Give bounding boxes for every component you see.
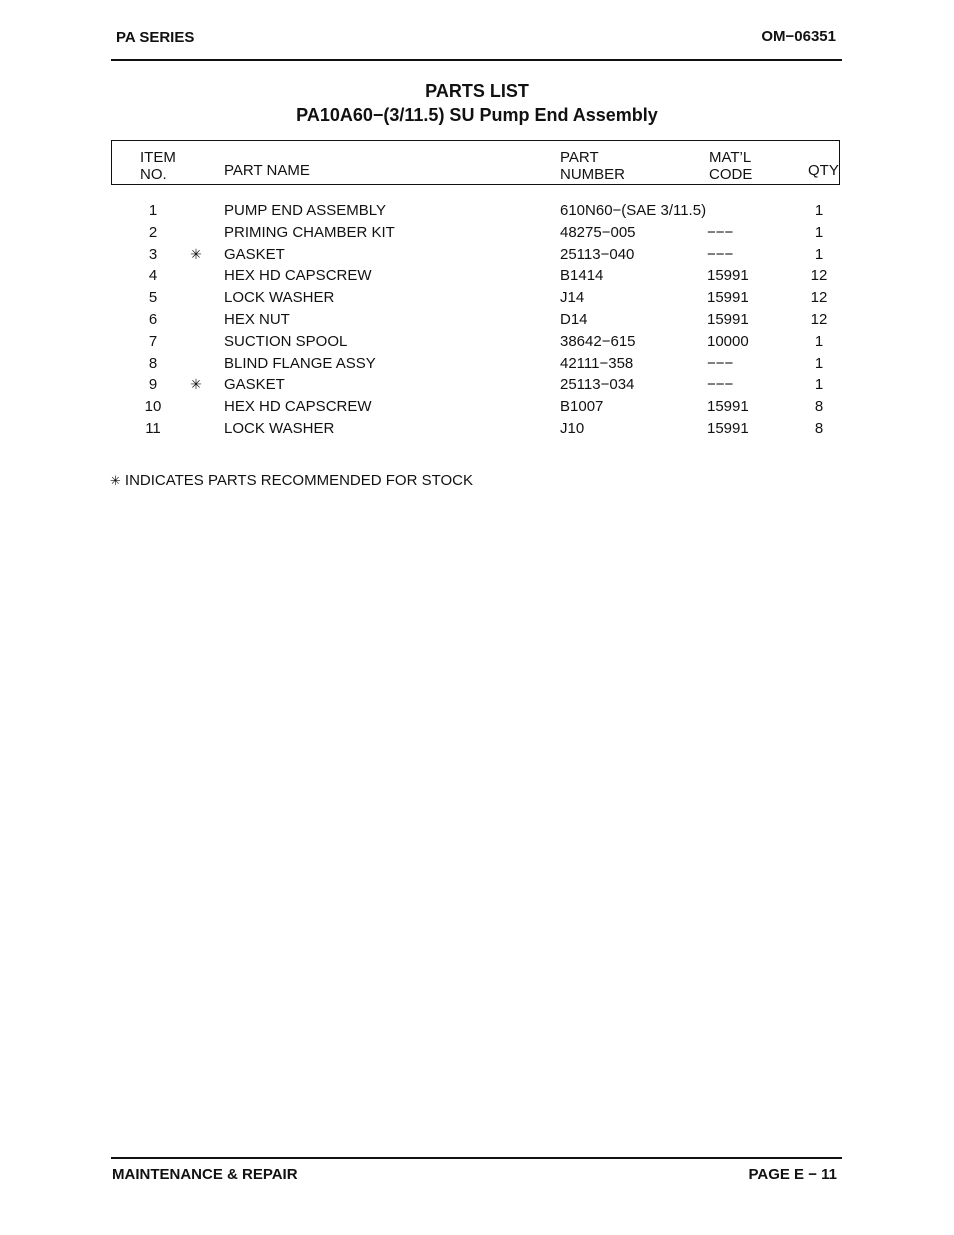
material-code: −−− xyxy=(707,245,734,263)
item-number: 6 xyxy=(148,311,158,328)
series-label: PA SERIES xyxy=(116,29,195,46)
part-name: HEX NUT xyxy=(224,311,290,328)
item-number: 8 xyxy=(148,354,158,372)
part-number: J14 xyxy=(560,289,585,307)
part-number: B1414 xyxy=(560,267,604,285)
quantity: 12 xyxy=(810,267,828,285)
item-number: 5 xyxy=(148,289,158,307)
material-code: 15991 xyxy=(707,398,749,416)
item-number: 4 xyxy=(148,267,158,285)
quantity: 8 xyxy=(814,420,824,437)
part-name: HEX HD CAPSCREW xyxy=(224,398,372,416)
material-code: −−− xyxy=(707,223,734,241)
material-code: 15991 xyxy=(707,311,749,328)
part-name: LOCK WASHER xyxy=(224,289,335,307)
part-name: GASKET xyxy=(224,376,285,394)
quantity: 1 xyxy=(814,354,824,372)
part-number: 610N60−(SAE 3/11.5) xyxy=(560,202,707,219)
material-code: 15991 xyxy=(707,289,749,307)
part-name: PUMP END ASSEMBLY xyxy=(224,202,386,219)
part-name: PRIMING CHAMBER KIT xyxy=(224,223,395,241)
part-name: LOCK WASHER xyxy=(224,420,335,437)
part-name: SUCTION SPOOL xyxy=(224,332,348,350)
quantity: 8 xyxy=(814,398,824,416)
material-code: 15991 xyxy=(707,420,749,437)
header-matl-code: MAT’L CODE xyxy=(709,149,753,183)
part-number: 48275−005 xyxy=(560,223,636,241)
document-number: OM−06351 xyxy=(761,28,836,45)
item-number: 3 xyxy=(148,245,158,263)
item-number: 11 xyxy=(145,420,161,437)
quantity: 1 xyxy=(814,332,824,350)
header-qty: QTY xyxy=(808,162,839,179)
item-number: 2 xyxy=(148,223,158,241)
item-number: 1 xyxy=(148,202,158,219)
section-label: MAINTENANCE & REPAIR xyxy=(112,1166,298,1183)
quantity: 12 xyxy=(810,289,828,307)
quantity: 12 xyxy=(810,311,828,328)
part-name: GASKET xyxy=(224,245,285,263)
stock-marker-icon: ✳ xyxy=(190,376,202,393)
part-number: 25113−034 xyxy=(560,376,635,394)
header-item: ITEM NO. xyxy=(140,149,176,183)
quantity: 1 xyxy=(814,376,824,394)
part-name: HEX HD CAPSCREW xyxy=(224,267,372,285)
page-title: PARTS LIST xyxy=(425,81,529,101)
part-number: D14 xyxy=(560,311,588,328)
item-number: 10 xyxy=(144,398,162,416)
header-divider xyxy=(111,59,842,61)
material-code: −−− xyxy=(707,376,734,394)
page-number: PAGE E − 11 xyxy=(748,1166,837,1183)
part-number: 42111−358 xyxy=(560,354,634,372)
material-code: 15991 xyxy=(707,267,749,285)
part-number: B1007 xyxy=(560,398,604,416)
asterisk-icon: ✳ xyxy=(110,473,121,488)
header-part-name: PART NAME xyxy=(224,162,310,179)
stock-note-text: INDICATES PARTS RECOMMENDED FOR STOCK xyxy=(124,472,473,489)
part-number: 38642−615 xyxy=(560,332,636,350)
quantity: 1 xyxy=(814,202,824,219)
stock-marker-icon: ✳ xyxy=(190,245,202,262)
stock-note xyxy=(110,472,473,489)
quantity: 1 xyxy=(814,245,824,263)
assembly-title: PA10A60−(3/11.5) SU Pump End Assembly xyxy=(296,105,658,125)
item-number: 7 xyxy=(148,332,158,350)
header-part-number: PART NUMBER xyxy=(560,149,626,183)
material-code: −−− xyxy=(707,354,734,372)
quantity: 1 xyxy=(814,223,824,241)
footer-divider xyxy=(111,1157,842,1159)
part-number: J10 xyxy=(560,420,585,437)
part-number: 25113−040 xyxy=(560,245,635,263)
part-name: BLIND FLANGE ASSY xyxy=(224,354,376,372)
material-code: 10000 xyxy=(707,332,749,350)
item-number: 9 xyxy=(148,376,158,394)
